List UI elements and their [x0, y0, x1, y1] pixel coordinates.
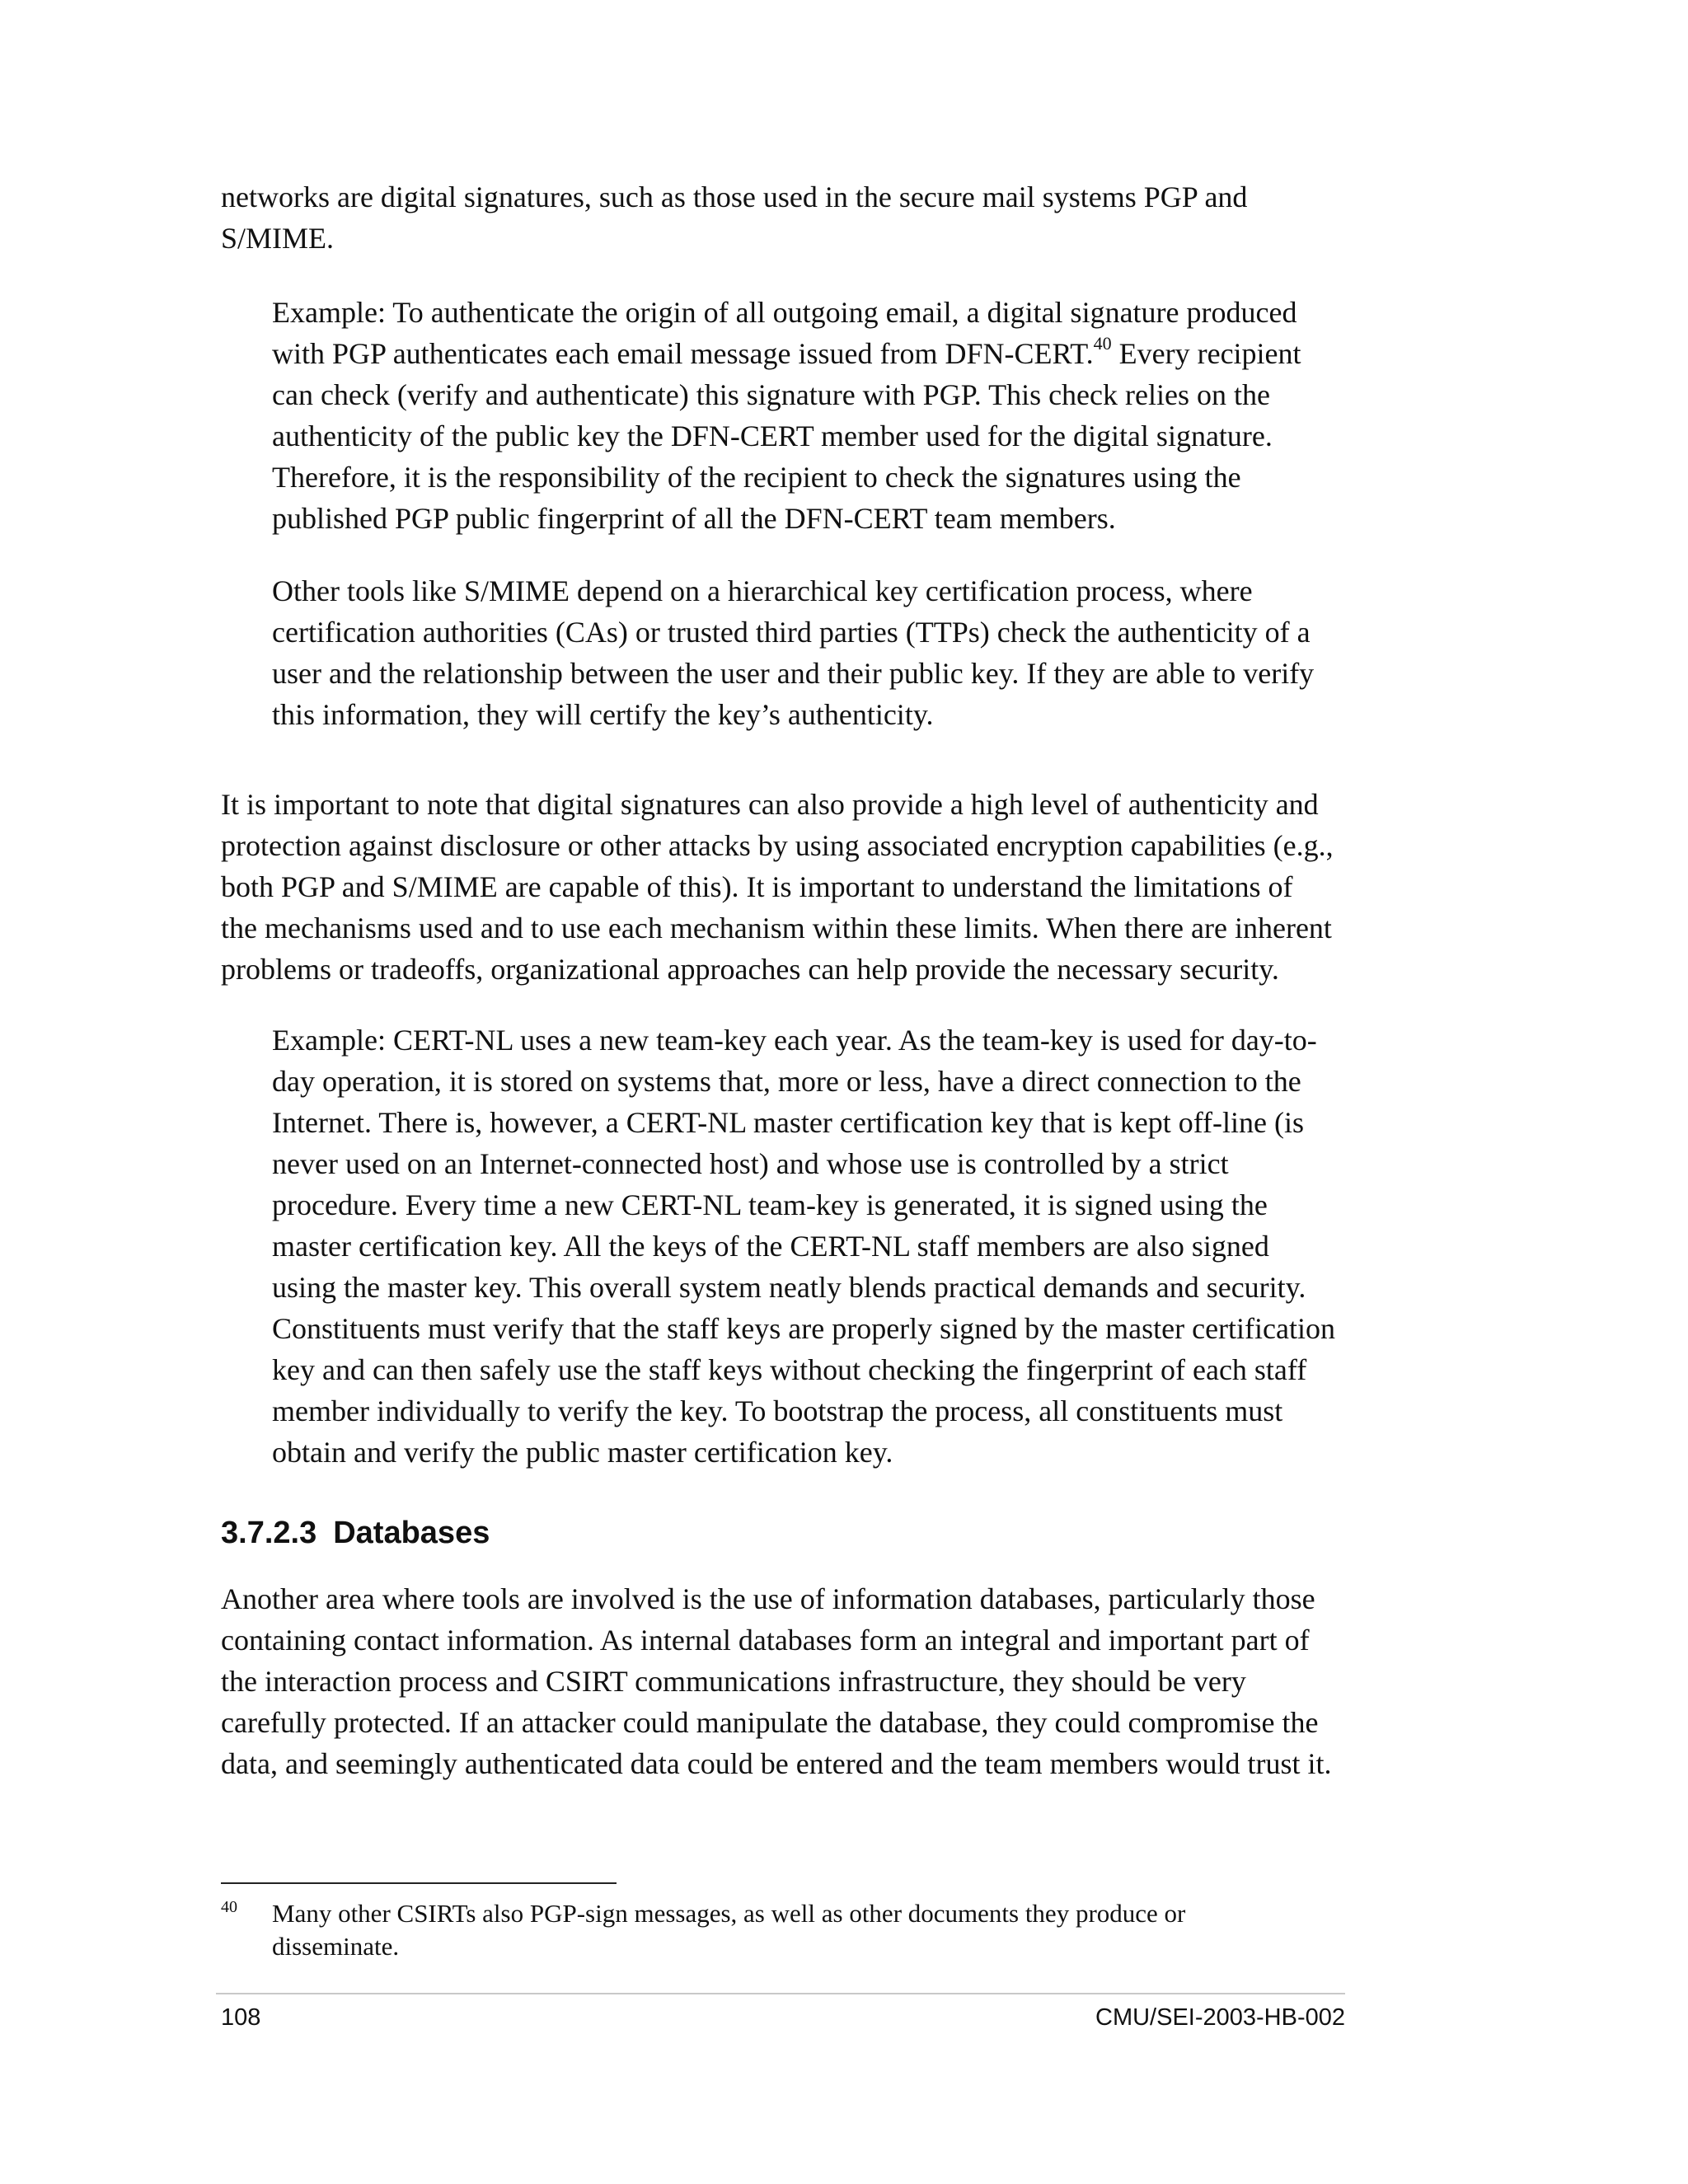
text-line: authenticity of the public key the DFN-CERT member used for the digital signature. — [272, 419, 1273, 452]
text-line: the mechanisms used and to use each mechanism within these limits. When there are inherent — [221, 912, 1332, 944]
section-title: Databases — [333, 1516, 490, 1550]
paragraph-continuation — [221, 176, 1375, 259]
text-line: key and can then safely use the staff keys without checking the fingerprint of each staff — [272, 1353, 1307, 1386]
digital-signatures-paragraph — [221, 784, 1375, 990]
text-line: this information, they will certify the key’s authenticity. — [272, 698, 934, 731]
databases-paragraph — [221, 1578, 1375, 1784]
text-line: Example: To authenticate the origin of all outgoing email, a digital signature produced — [272, 296, 1297, 329]
text-line: networks are digital signatures, such as those used in the secure mail systems PGP and — [221, 180, 1248, 213]
document-id: CMU/SEI-2003-HB-002 — [1095, 2004, 1345, 2031]
text-line: disseminate. — [272, 1932, 400, 1961]
smime-paragraph — [272, 570, 1376, 735]
footnote-number: 40 — [221, 1898, 237, 1916]
text-line: procedure. Every time a new CERT-NL team-key is generated, it is signed using the — [272, 1188, 1268, 1221]
section-heading — [221, 1513, 490, 1553]
text-line: certification authorities (CAs) or trusted third parties (TTPs) check the authenticity of a — [272, 616, 1311, 649]
text-line: problems or tradeoffs, organizational approaches can help provide the necessary security. — [221, 953, 1279, 986]
text-line: master certification key. All the keys of the CERT-NL staff members are also signed — [272, 1230, 1269, 1263]
example-pgp-paragraph — [272, 292, 1376, 539]
footer-divider — [216, 1993, 1345, 1994]
text-line: data, and seemingly authenticated data could be entered and the team members would trust it. — [221, 1747, 1332, 1780]
text-line: Therefore, it is the responsibility of the recipient to check the signatures using the — [272, 461, 1241, 494]
text-line: day operation, it is stored on systems that, more or less, have a direct connection to the — [272, 1065, 1301, 1098]
text-line: the interaction process and CSIRT communications infrastructure, they should be very — [221, 1665, 1246, 1698]
example-cert-nl-paragraph — [272, 1019, 1376, 1473]
footnote-text — [272, 1897, 1343, 1963]
text-line: using the master key. This overall system neatly blends practical demands and security. — [272, 1271, 1306, 1304]
text-segment: with PGP authenticates each email message issued from DFN-CERT. — [272, 337, 1094, 370]
text-line: Many other CSIRTs also PGP-sign messages, as well as other documents they produce or — [272, 1899, 1186, 1928]
text-line: containing contact information. As internal databases form an integral and important part of — [221, 1624, 1310, 1657]
text-line: Example: CERT-NL uses a new team-key each year. As the team-key is used for day-to- — [272, 1024, 1317, 1057]
text-line: Another area where tools are involved is the use of information databases, particularly those — [221, 1582, 1315, 1615]
text-line: obtain and verify the public master certification key. — [272, 1436, 893, 1469]
text-line: Constituents must verify that the staff keys are properly signed by the master certification — [272, 1312, 1335, 1345]
text-line: carefully protected. If an attacker could manipulate the database, they could compromise the — [221, 1706, 1319, 1739]
page-number: 108 — [221, 2004, 261, 2031]
text-line-with-footnote-ref — [272, 333, 1376, 374]
text-line: It is important to note that digital signatures can also provide a high level of authenticity and — [221, 788, 1319, 821]
text-line: both PGP and S/MIME are capable of this). It is important to understand the limitations of — [221, 870, 1293, 903]
section-number: 3.7.2.3 — [221, 1516, 317, 1550]
text-line: user and the relationship between the user and their public key. If they are able to verify — [272, 657, 1315, 690]
text-line: Other tools like S/MIME depend on a hierarchical key certification process, where — [272, 574, 1253, 607]
footnote-reference[interactable]: 40 — [1093, 333, 1112, 354]
text-line: Internet. There is, however, a CERT-NL master certification key that is kept off-line (is — [272, 1106, 1305, 1139]
text-line: published PGP public fingerprint of all the DFN-CERT team members. — [272, 502, 1116, 535]
text-line: member individually to verify the key. To bootstrap the process, all constituents must — [272, 1394, 1283, 1427]
text-line: S/MIME. — [221, 222, 335, 255]
text-line: can check (verify and authenticate) this signature with PGP. This check relies on the — [272, 378, 1270, 411]
text-segment: Every recipient — [1111, 337, 1301, 370]
footnote-divider — [221, 1882, 617, 1884]
text-line: never used on an Internet-connected host) and whose use is controlled by a strict — [272, 1147, 1229, 1180]
text-line: protection against disclosure or other attacks by using associated encryption capabilities (e.g., — [221, 829, 1334, 862]
